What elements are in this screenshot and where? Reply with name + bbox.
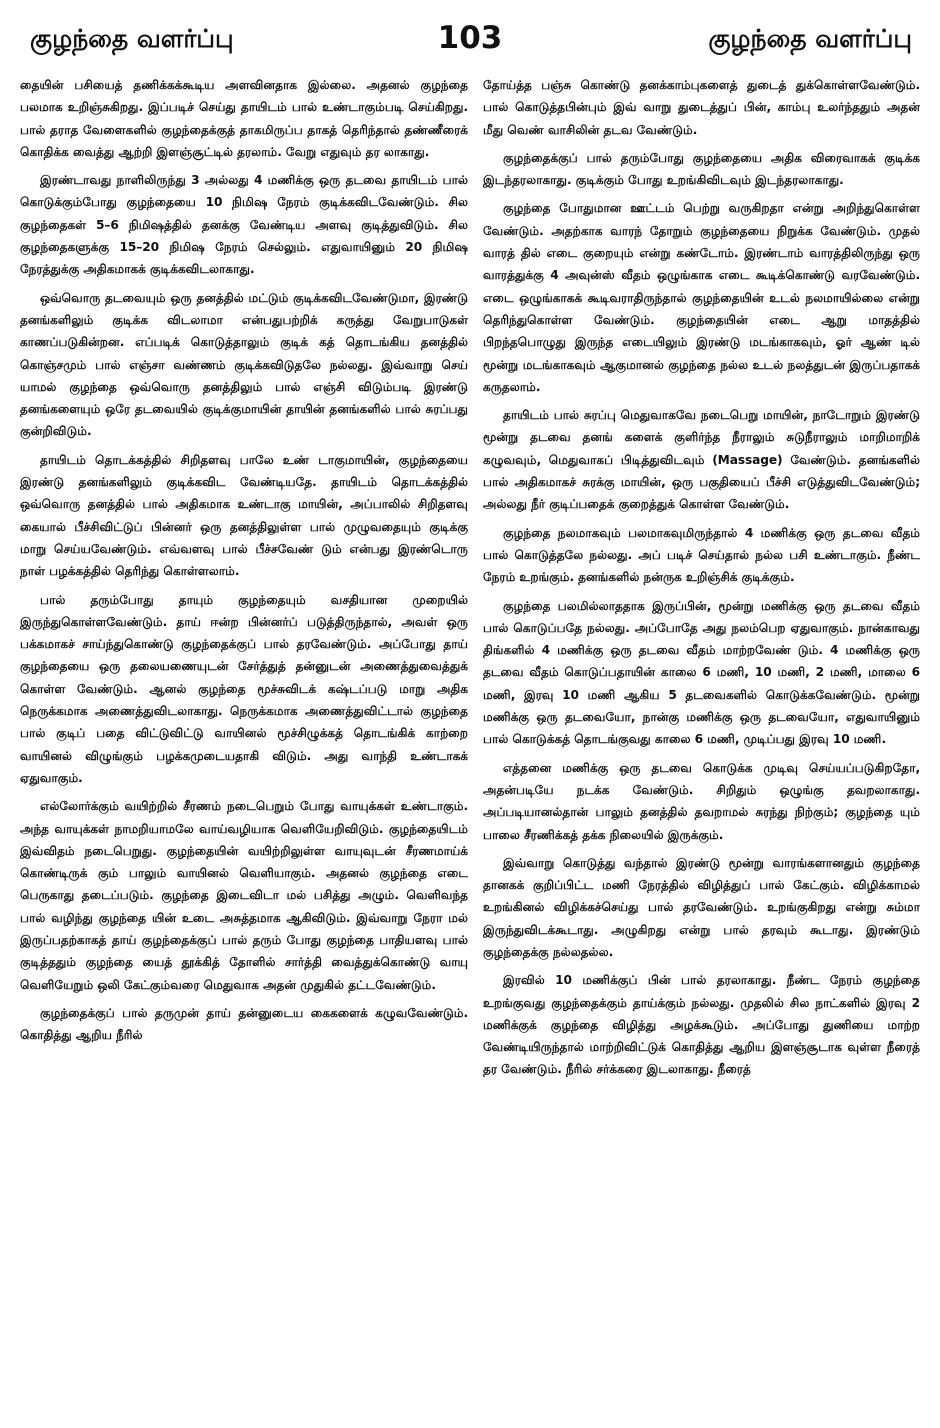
paragraph: தாயிடம் தொடக்கத்தில் சிறிதளவு பாலே உண் டாகுமாயின், குழந்தையை இரண்டு தனங்களிலும் குடிக்கவிட வேண்டியதே. தாயிடம் தொடக்கத்தில் ஒவ்வொரு தனத்தில் பால் அதிகமாக உண்டாகு மாயின், அப்பாலில் சிறிதளவு கையால் பீச்சிவிட்டுப் பின்னர் ஒரு தனத்திலுள்ள பால் முழுவதையும் குடிக்கு மாறு செய்யவேண்டும். எவ்வளவு பால் பீச்சவேண் டும் என்பது இரண்டொரு நாள் பழக்கத்தில் தெரிந்து கொள்ளலாம்.: [20, 452, 468, 579]
paragraph: குழந்தைக்குப் பால் தருமுன் தாய் தன்னுடைய கைகளைக் கழுவவேண்டும். கொதித்து ஆறிய நீரில்: [20, 1005, 468, 1043]
paragraph: குழந்தை பலமில்லாததாக இருப்பின், மூன்று மணிக்கு ஒரு தடவை வீதம் பால் கொடுப்பதே நல்லது. அப்போதே அது நலம்பெற ஏதுவாகும். நான்காவது திங்களில் 4 மணிக்கு ஒரு தடவை வீதம் மாற்றவேண் டும். 4 மணிக்கு ஒரு தடவை வீதம் கொடுப்பதாயின் காலை 6 மணி, 10 மணி, 2 மணி, மாலை 6 மணி, இரவு 10 மணி ஆகிய 5 தடவைகளில் கொடுக்கவேண்டும். மூன்று மணிக்கு ஒரு தடவையோ, நான்கு மணிக்கு ஒரு தடவையோ, எதுவாயினும் பால் கொடுக்கத் தொடங்குவது காலை 6 மணி, முடிப்பது இரவு 10 மணி.: [483, 598, 920, 747]
paragraph: தையின் பசியைத் தணிக்கக்கூடிய அளவினதாக இல்லை. அதனல் குழந்தை பலமாக உறிஞ்சுகிறது. இப்படிச் செய்து தாயிடம் பால் உண்டாகும்படி செய்கிறது. பால் தராத வேளைகளில் குழந்தைக்குத் தாகமிருப்ப தாகத் தெரிந்தால் தண்ணீரைக் கொதிக்க வைத்து ஆற்றி இளஞ்சூட்டில் தரலாம். வேறு எதுவும் தர லாகாது.: [20, 78, 468, 159]
running-title-left: குழந்தை வளர்ப்பு: [30, 24, 234, 53]
paragraph: எத்தனை மணிக்கு ஒரு தடவை கொடுக்க முடிவு செய்யப்படுகிறதோ, அதன்படியே நடக்க வேண்டும். சிறிதும் ஒழுங்கு தவறலாகாது. அப்படியானல்தான் பாலும் தனத்தில் தவறாமல் சுரந்து நிற்கும்; குழந்தை யும் பாலை சீரணிக்கத் தக்க நிலையில் இருக்கும்.: [483, 760, 920, 842]
paragraph: இரவில் 10 மணிக்குப் பின் பால் தரலாகாது. நீண்ட நேரம் குழந்தை உறங்குவது குழந்தைக்கும் தாய்க்கும் நல்லது. முதலில் சில நாட்களில் இரவு 2 மணிக்குக் குழந்தை விழித்து அழக்கூடும். அப்போது துணியை மாற்ற வேண்டியிருந்தால் மாற்றிவிட்டுக் கொதித்து ஆறிய இளஞ்சூடாக வுள்ள நீரைத் தர வேண்டும். நீரில் சர்க்கரை இடலாகாது. நீரைத்: [483, 973, 920, 1077]
paragraph: ஒவ்வொரு தடவையும் ஒரு தனத்தில் மட்டும் குடிக்கவிடவேண்டுமா, இரண்டு தனங்களிலும் குடிக்க விடலாமா என்பதுபற்றிக் கருத்து வேறுபாடுகள் காணப்படுகின்றன. எப்படிக் கொடுத்தாலும் குடிக் கத் தொடங்கிய தனத்தில் கொஞ்சமும் பால் எஞ்சா வண்ணம் குடிக்கவிடுதலே நல்லது. இவ்வாறு செய் யாமல் குழந்தை ஒவ்வொரு தனத்திலும் பால் எஞ்சி விடும்படி இரண்டு தனங்களையும் ஒரே தடவையில் குடிக்குமாயின் தாயின் தனங்களில் பால் சுரப்பது குன்றிவிடும்.: [20, 290, 468, 439]
right-column: [483, 74, 920, 1419]
paragraph: குழந்தைக்குப் பால் தரும்போது குழந்தையை அதிக விரைவாகக் குடிக்க இடந்தரலாகாது. குடிக்கும் போது உறங்கிவிடவும் இடந்தரலாகாது.: [483, 150, 920, 188]
running-title-right: குழந்தை வளர்ப்பு: [708, 24, 912, 53]
left-column: [20, 74, 468, 1419]
paragraph: தாயிடம் பால் சுரப்பு மெதுவாகவே நடைபெறு மாயின், நாடோறும் இரண்டு மூன்று தடவை தனங் களைக் குளிர்ந்த நீராலும் சுடுநீராலும் மாறிமாறிக் கழுவவும், மெதுவாகப் பிடித்துவிடவும் (Massage) வேண்டும். தனங்களில் பால் அதிகமாகச் சுரக்கு மாயின், ஒரு பகுதியைப் பீச்சி எடுத்துவிடவேண்டும்; அல்லது நீர் குடிப்பதைக் குறைத்துக் கொள்ள வேண்டும்.: [483, 408, 920, 512]
page-header: [20, 20, 920, 64]
paragraph: பால் தரும்போது தாயும் குழந்தையும் வசதியான முறையில் இருந்துகொள்ளவேண்டும். தாய் ஈன்ற பின்னர்ப் படுத்திருந்தால், அவள் ஒரு பக்கமாகச் சாய்ந்துகொண்டு குழந்தைக்குப் பால் தரவேண்டும். அப்போது தாய் குழந்தையை ஒரு தலையணையுடன் சேர்த்துத் தன்னுடன் அணைத்துவைத்துக் கொள்ள வேண்டும். ஆனல் குழந்தை மூச்சுவிடக் கஷ்டப்படு மாறு அதிக நெருக்கமாக அணைத்துவிடலாகாது. நெருக்கமாக அணைத்துவிட்டால் குழந்தை பால் குடிப் பதை விட்டுவிட்டு வாயினல் மூச்சிழுக்கத் தொடங்கிக் காற்றை வாயினல் விழுங்கும் பழக்கமுடையதாகி விடும். அது வாந்தி உண்டாகக் ஏதுவாகும்.: [20, 592, 468, 785]
paragraph: இரண்டாவது நாளிலிருந்து 3 அல்லது 4 மணிக்கு ஒரு தடவை தாயிடம் பால் கொடுக்கும்போது குழந்தையை 10 நிமிஷ நேரம் குடிக்கவிடவேண்டும். சில குழந்தைகள் 5–6 நிமிஷத்தில் தனக்கு வேண்டிய அளவு குடித்துவிடும். சில குழந்தைகளுக்கு 15–20 நிமிஷ நேரம் செல்லும். எதுவாயினும் 20 நிமிஷ நேரத்துக்கு அதிகமாகக் குடிக்கவிடலாகாது.: [20, 173, 468, 277]
paragraph: தோய்த்த பஞ்சு கொண்டு தனக்காம்புகளைத் துடைத் துக்கொள்ளவேண்டும். பால் கொடுத்தபின்பும் இவ் வாறு துடைத்துப் பின், காம்பு உலர்ந்ததும் அதன் மீது வெண் வாசிலின் தடவ வேண்டும்.: [483, 78, 920, 137]
paragraph: குழந்தை நலமாகவும் பலமாகவுமிருந்தால் 4 மணிக்கு ஒரு தடவை வீதம் பால் கொடுத்தலே நல்லது. அப் படிச் செய்தால் நல்ல பசி உண்டாகும். நீண்ட நேரம் உறங்கும். தனங்களில் நன்ருக உறிஞ்சிக் குடிக்கும்.: [483, 525, 920, 585]
paragraph: இவ்வாறு கொடுத்து வந்தால் இரண்டு மூன்று வாரங்களானதும் குழந்தை தானகக் குறிப்பிட்ட மணி நேரத்தில் விழித்துப் பால் கேட்கும். விழிக்காமல் உறங்கினல் விழிக்கச்செய்து பால் தரவேண்டும். உறங்குகிறது என்று சும்மா இருந்துவிடக்கூடாது. அழுகிறது என்று பால் தரவும் கூடாது. இரண்டும் குழந்தைக்கு நல்லதல்ல.: [483, 855, 920, 959]
paragraph: குழந்தை போதுமான ஊட்டம் பெற்று வருகிறதா என்று அறிந்துகொள்ள வேண்டும். அதற்காக வாரந் தோறும் குழந்தையை நிறுக்க வேண்டும். முதல் வாரத் தில் எடை குறையும் என்று கண்டோம். இரண்டாம் வாரத்திலிருந்து ஒரு வாரத்துக்கு 4 அவுன்ஸ் வீதம் ஒழுங்காக எடை கூடிக்கொண்டு வரவேண்டும். எடை ஒழுங்காகக் கூடிவராதிருந்தால் குழந்தையின் உடல் நலமாயில்லை என்று தெரிந்துகொள்ள வேண்டும். குழந்தையின் எடை ஆறு மாதத்தில் பிறந்தபொழுது இருந்த எடையிலும் இரண்டு மடங்காகவும், ஓர் ஆண் டில் மூன்று மடங்காகவும் ஆகுமானல் குழந்தை நல்ல உடல் நலத்துடன் இருப்பதாகக் கருதலாம்.: [483, 201, 920, 394]
page-number: 103: [437, 20, 503, 56]
paragraph: எல்லோர்க்கும் வயிற்றில் சீரணம் நடைபெறும் போது வாயுக்கள் உண்டாகும். அந்த வாயுக்கள் நாமறியாமலே வாய்வழியாக வெளியேறிவிடும். குழந்தையிடம் இவ்விதம் நடைபெறுது. குழந்தையின் வயிற்றிலுள்ள வாயுவுடன் சீரணமாய்க் கொண்டிருக் கும் பாலும் வாயினல் வெளியாகும். அதனல் குழந்தை எடை பெருகாது தடைப்படும். குழந்தை இடைவிடா மல் பசித்து அழும். வெளிவந்த பால் வழிந்து குழந்தை யின் உடை அசுத்தமாக ஆகிவிடும். இவ்வாறு நேரா மல் இருப்பதற்காகத் தாய் குழந்தைக்குப் பால் தரும் போது குழந்தை பாதியளவு பால் குடித்ததும் குழந்தை யைத் தூக்கித் தோளில் சார்த்தி வைத்துக்கொண்டு வாயு வெளியேறும் ஒலி கேட்கும்வரை மெதுவாக அதன் முதுகில் தட்டவேண்டும்.: [20, 799, 468, 992]
